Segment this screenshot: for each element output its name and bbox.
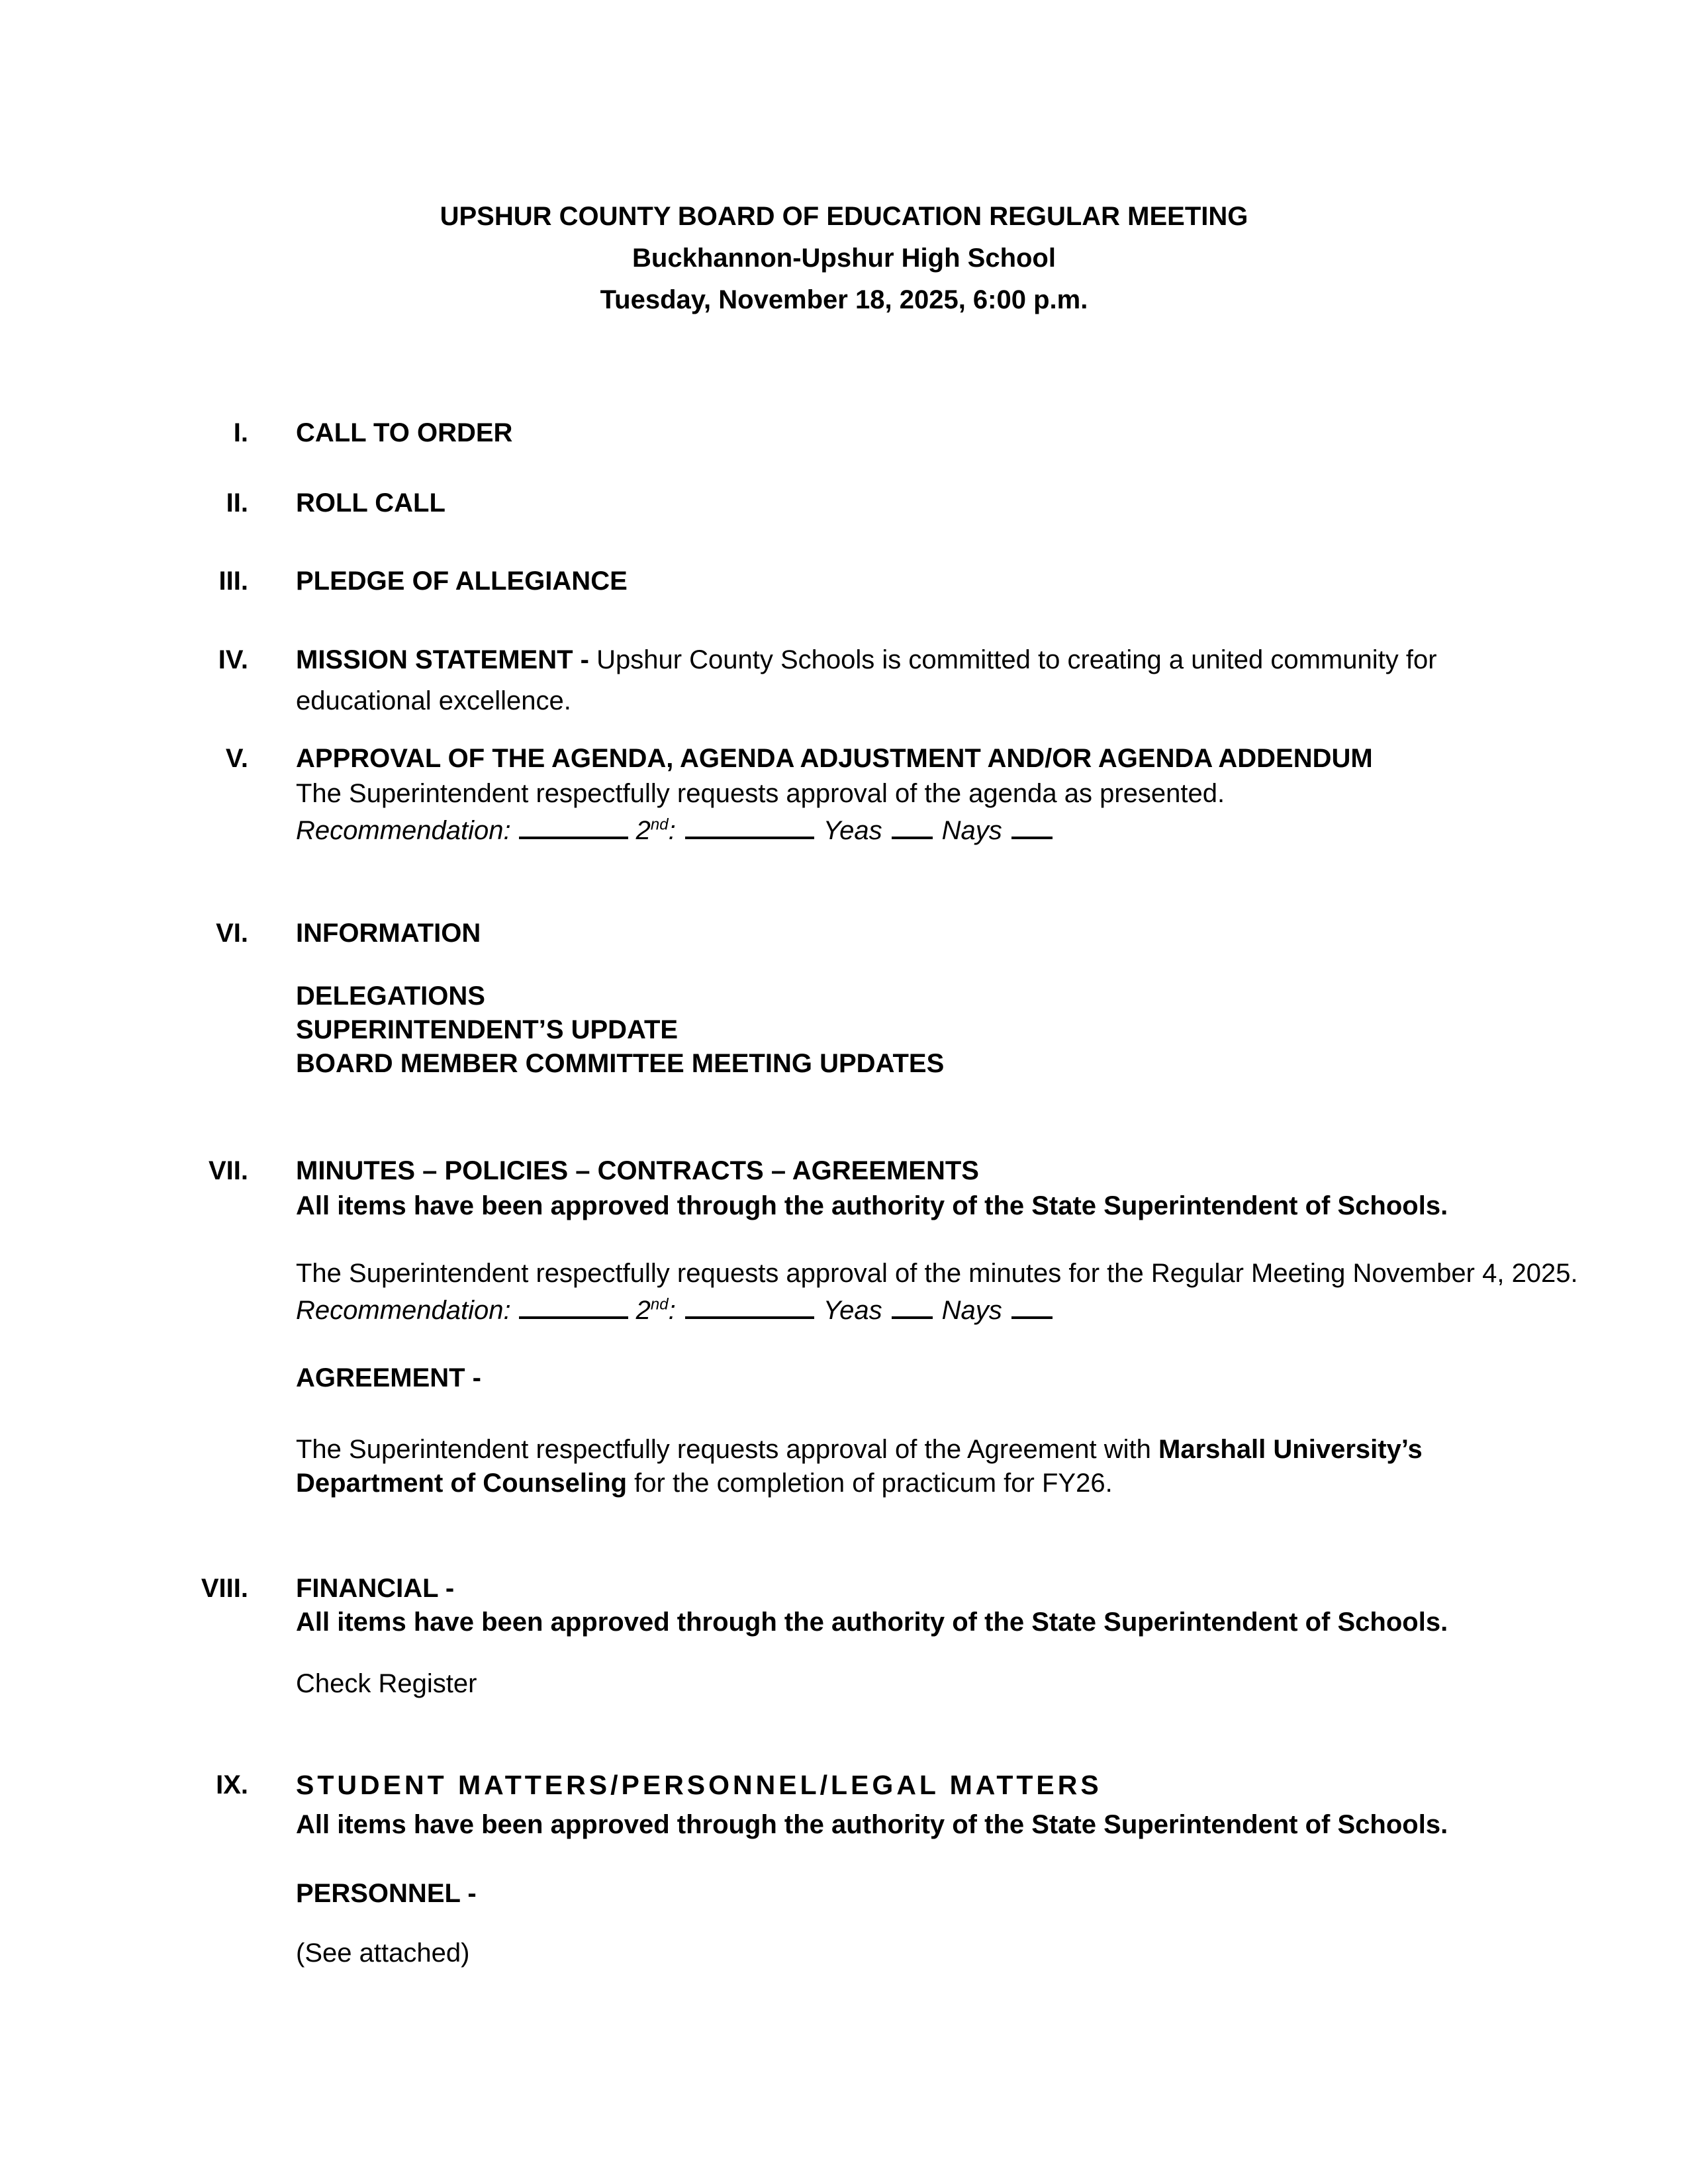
- item-heading: MISSION STATEMENT -: [296, 645, 597, 674]
- nays-label: Nays: [941, 1296, 1002, 1325]
- item-numeral: VII.: [208, 1156, 248, 1185]
- authority-statement: All items have been approved through the authority of the State Superintendent of Schools.: [296, 1810, 1448, 1839]
- authority-statement: All items have been approved through the authority of the State Superintendent of Schools.: [296, 1191, 1448, 1220]
- second-blank: [685, 1291, 814, 1319]
- nays-blank: [1011, 811, 1053, 839]
- item-numeral: III.: [218, 567, 248, 596]
- yeas-blank: [892, 1291, 933, 1319]
- sub-item-superintendents-update: SUPERINTENDENT’S UPDATE: [296, 1015, 679, 1044]
- agenda-item-roll-call: [152, 486, 1494, 520]
- second-label: 2nd:: [635, 815, 676, 845]
- agreement-paragraph: [296, 1433, 1494, 1500]
- document-title-block: [0, 196, 1688, 321]
- second-blank: [685, 811, 814, 839]
- agenda-item-call-to-order: [152, 416, 1494, 450]
- check-register-block: [296, 1666, 1494, 1701]
- motion-blank: [519, 1291, 628, 1319]
- sub-item-delegations: DELEGATIONS: [296, 981, 485, 1011]
- item-heading: MINUTES – POLICIES – CONTRACTS – AGREEMENTS: [296, 1156, 979, 1185]
- item-heading: APPROVAL OF THE AGENDA, AGENDA ADJUSTMENT AND/OR AGENDA ADDENDUM: [296, 744, 1373, 773]
- request-text: The Superintendent respectfully requests approval of the agenda as presented.: [296, 779, 1225, 808]
- information-sub-list: [296, 979, 1494, 1081]
- item-numeral: V.: [225, 744, 248, 773]
- yeas-blank: [892, 811, 933, 839]
- item-heading: PLEDGE OF ALLEGIANCE: [296, 567, 628, 596]
- agreement-text-pre: The Superintendent respectfully requests approval of the Agreement with: [296, 1435, 1158, 1464]
- request-text: The Superintendent respectfully requests approval of the minutes for the Regular Meeting November 4, 2025.: [296, 1259, 1578, 1288]
- second-label: 2nd:: [635, 1295, 676, 1325]
- item-text: [296, 1768, 1494, 1842]
- see-attached-block: [296, 1936, 1494, 1970]
- document-title-line3: Tuesday, November 18, 2025, 6:00 p.m.: [600, 285, 1088, 314]
- agreement-label-block: [296, 1361, 1494, 1395]
- agenda-item-pledge-of-allegiance: [152, 564, 1494, 598]
- agenda-item-student-personnel-legal: [152, 1768, 1494, 1842]
- item-numeral: II.: [226, 488, 248, 518]
- agreement-party-name: Marshall University’s Department of Counseling: [296, 1435, 1423, 1498]
- recommendation-line: [296, 1291, 1494, 1328]
- item-numeral: VI.: [216, 919, 248, 948]
- document-title-line2: Buckhannon-Upshur High School: [632, 244, 1056, 273]
- item-numeral: IX.: [216, 1770, 248, 1799]
- yeas-label: Yeas: [823, 816, 882, 845]
- agenda-item-approval-of-agenda: [152, 741, 1494, 848]
- agreement-label: AGREEMENT -: [296, 1363, 481, 1392]
- agenda-item-minutes-policies-contracts-agreements: [152, 1154, 1494, 1224]
- motion-blank: [519, 811, 628, 839]
- nays-blank: [1011, 1291, 1053, 1319]
- agenda-item-financial: [152, 1572, 1494, 1639]
- recommendation-line: [296, 811, 1494, 848]
- agenda-item-mission-statement: [152, 639, 1494, 721]
- authority-statement: All items have been approved through the authority of the State Superintendent of Schools.: [296, 1608, 1448, 1637]
- check-register-text: Check Register: [296, 1669, 477, 1698]
- personnel-label: PERSONNEL -: [296, 1879, 477, 1908]
- item-numeral: I.: [233, 418, 248, 447]
- item-heading: ROLL CALL: [296, 488, 445, 518]
- agreement-text-post: for the completion of practicum for FY26.: [627, 1469, 1113, 1498]
- item-heading: FINANCIAL -: [296, 1574, 455, 1603]
- item-text: [296, 639, 1494, 721]
- yeas-label: Yeas: [823, 1296, 882, 1325]
- agenda-item-information: [152, 916, 1494, 950]
- nays-label: Nays: [941, 816, 1002, 845]
- item-heading: STUDENT MATTERS/PERSONNEL/LEGAL MATTERS: [296, 1770, 1102, 1800]
- item-text: [296, 1154, 1494, 1224]
- document-title-line1: UPSHUR COUNTY BOARD OF EDUCATION REGULAR MEETING: [440, 202, 1248, 231]
- item-heading: CALL TO ORDER: [296, 418, 513, 447]
- item-numeral: IV.: [218, 645, 248, 674]
- minutes-request-block: [296, 1256, 1578, 1328]
- personnel-label-block: [296, 1876, 1494, 1911]
- item-body-text: Upshur County Schools is committed to creating a united community for educational excellence.: [296, 645, 1437, 715]
- item-text: [296, 741, 1494, 848]
- recommendation-label: Recommendation:: [296, 816, 511, 845]
- see-attached-text: (See attached): [296, 1938, 470, 1968]
- item-text: [296, 1572, 1494, 1639]
- item-heading: INFORMATION: [296, 919, 481, 948]
- item-numeral: VIII.: [201, 1574, 248, 1603]
- recommendation-label: Recommendation:: [296, 1296, 511, 1325]
- sub-item-board-member-committee-updates: BOARD MEMBER COMMITTEE MEETING UPDATES: [296, 1049, 945, 1078]
